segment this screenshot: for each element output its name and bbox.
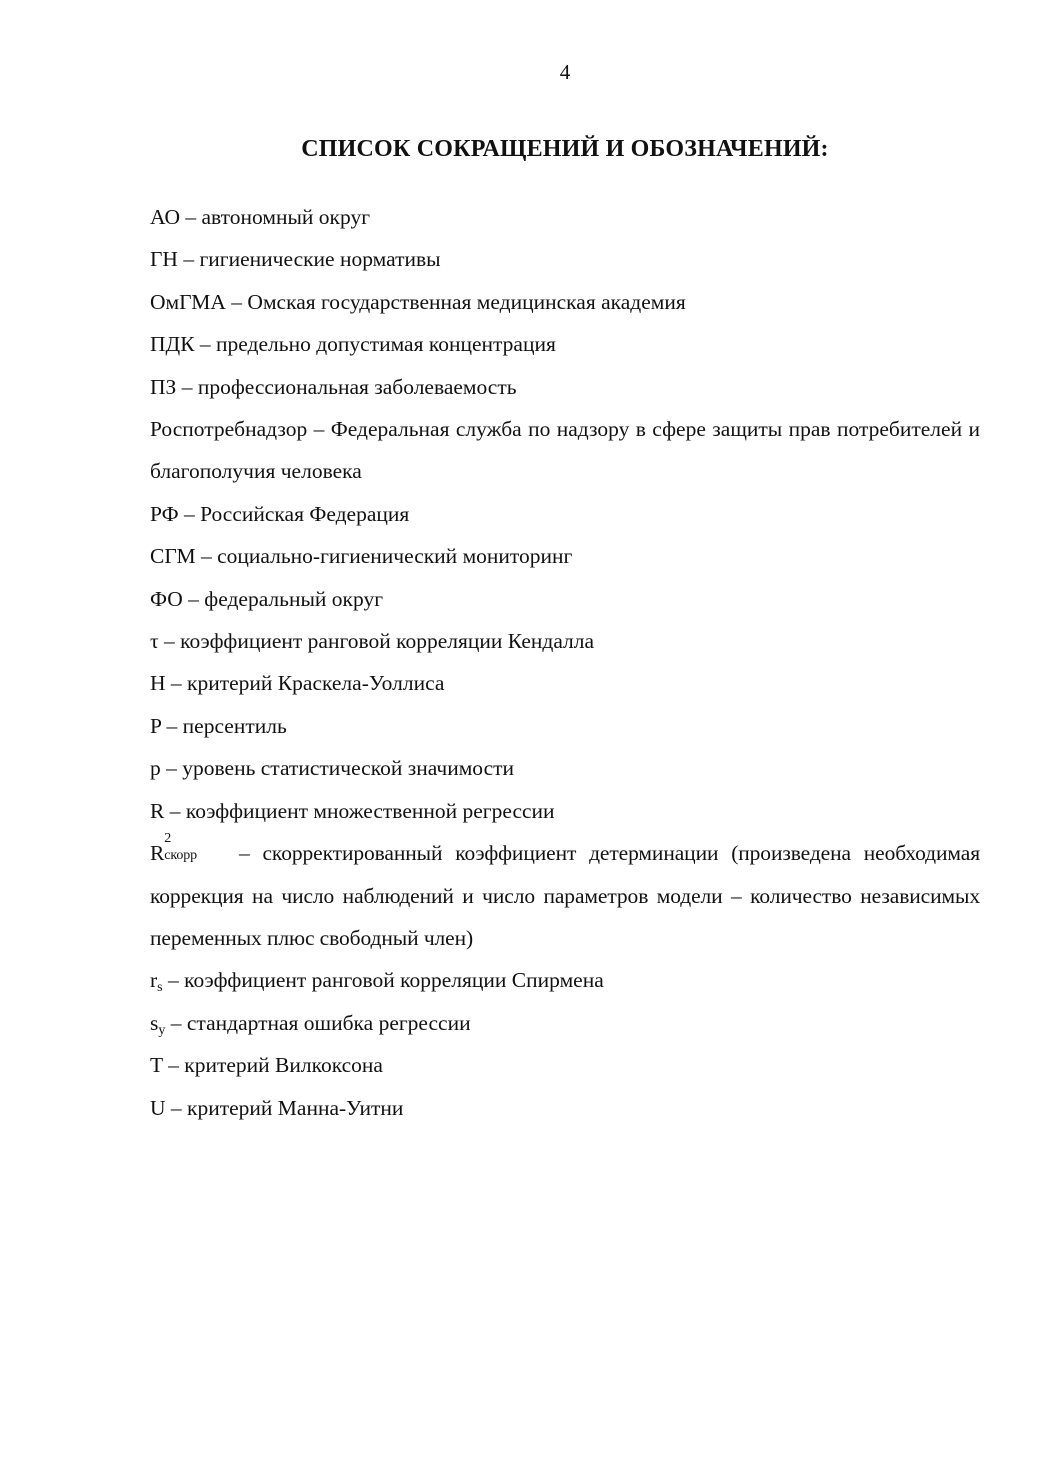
list-item — [150, 832, 980, 959]
list-item — [150, 196, 980, 238]
abbreviation-definition: – федеральный округ — [182, 586, 384, 611]
list-item — [150, 662, 980, 704]
abbreviation-definition: – профессиональная заболеваемость — [176, 374, 517, 399]
abbreviation-definition: – Омская государственная медицинская академия — [225, 289, 686, 314]
list-item — [150, 1002, 980, 1044]
abbreviation-term: АО — [150, 205, 180, 229]
abbreviation-definition: – Российская Федерация — [178, 501, 410, 526]
abbreviation-definition: – уровень статистической значимости — [160, 756, 515, 781]
list-item — [150, 323, 980, 365]
abbreviation-definition: – критерий Вилкоксона — [162, 1053, 383, 1078]
list-item — [150, 535, 980, 577]
list-item — [150, 1087, 980, 1129]
list-item — [150, 578, 980, 620]
abbreviation-definition: – социально-гигиенический мониторинг — [195, 544, 573, 569]
list-item — [150, 366, 980, 408]
abbreviation-term: ГН — [150, 247, 178, 272]
abbreviation-term: r — [150, 968, 158, 993]
abbreviation-term: τ — [150, 629, 159, 654]
abbreviation-term: R — [150, 841, 165, 866]
abbreviation-term: СГМ — [150, 544, 196, 569]
abbreviation-term: ФО — [150, 586, 183, 611]
abbreviation-definition: – коэффициент ранговой корреляции Спирмена — [162, 968, 604, 993]
abbreviation-term: H — [150, 671, 166, 696]
list-item — [150, 747, 980, 789]
abbreviation-definition: – Федеральная служба по надзору в сфере защиты прав потребителей и благополучия человека — [150, 417, 980, 484]
list-item — [150, 238, 980, 280]
abbreviation-definition: – коэффициент множественной регрессии — [164, 798, 555, 823]
list-item — [150, 790, 980, 832]
abbreviation-definition: – критерий Манна-Уитни — [165, 1095, 404, 1120]
list-item — [150, 493, 980, 535]
abbreviation-term: Роспотребнадзор — [150, 417, 308, 442]
term-superscript: 2 — [164, 831, 172, 847]
abbreviation-definition: – скорректированный коэффициент детерминации (произведена необходимая коррекция на число наблюдений и число параметров модели – количество независимых переменных плюс свободный член) — [150, 841, 980, 950]
term-scripts — [164, 831, 226, 864]
abbreviation-term: U — [150, 1095, 166, 1120]
list-item — [150, 408, 980, 493]
term-subscript: y — [158, 1022, 166, 1038]
abbreviation-term: ПДК — [150, 332, 195, 357]
abbreviation-term: РФ — [150, 501, 179, 526]
abbreviation-definition: – гигиенические нормативы — [177, 247, 441, 272]
abbreviation-definition: – предельно допустимая концентрация — [194, 332, 556, 357]
abbreviation-definition: – коэффициент ранговой корреляции Кендалла — [158, 629, 595, 654]
abbreviation-term: T — [150, 1053, 163, 1078]
abbreviation-definition: – автономный округ — [179, 205, 371, 229]
abbreviation-definition: – персентиль — [161, 713, 287, 738]
term-subscript: s — [157, 980, 163, 996]
page-title: СПИСОК СОКРАЩЕНИЙ И ОБОЗНАЧЕНИЙ: — [301, 136, 829, 162]
term-subscript: скорр — [164, 848, 198, 864]
abbreviation-list — [150, 196, 980, 1129]
list-item — [150, 620, 980, 662]
abbreviation-term: p — [150, 756, 161, 781]
abbreviation-definition: – стандартная ошибка регрессии — [165, 1010, 471, 1035]
list-item — [150, 705, 980, 747]
list-item — [150, 959, 980, 1001]
abbreviation-term: ОмГМА — [150, 289, 226, 314]
abbreviation-term: s — [150, 1010, 159, 1035]
list-item — [150, 281, 980, 323]
abbreviation-definition: – критерий Краскела-Уоллиса — [165, 671, 445, 696]
list-item — [150, 1044, 980, 1086]
abbreviation-term: R — [150, 798, 165, 823]
abbreviation-term: ПЗ — [150, 374, 177, 399]
page-number: 4 — [559, 60, 571, 84]
abbreviation-term: P — [150, 713, 162, 738]
